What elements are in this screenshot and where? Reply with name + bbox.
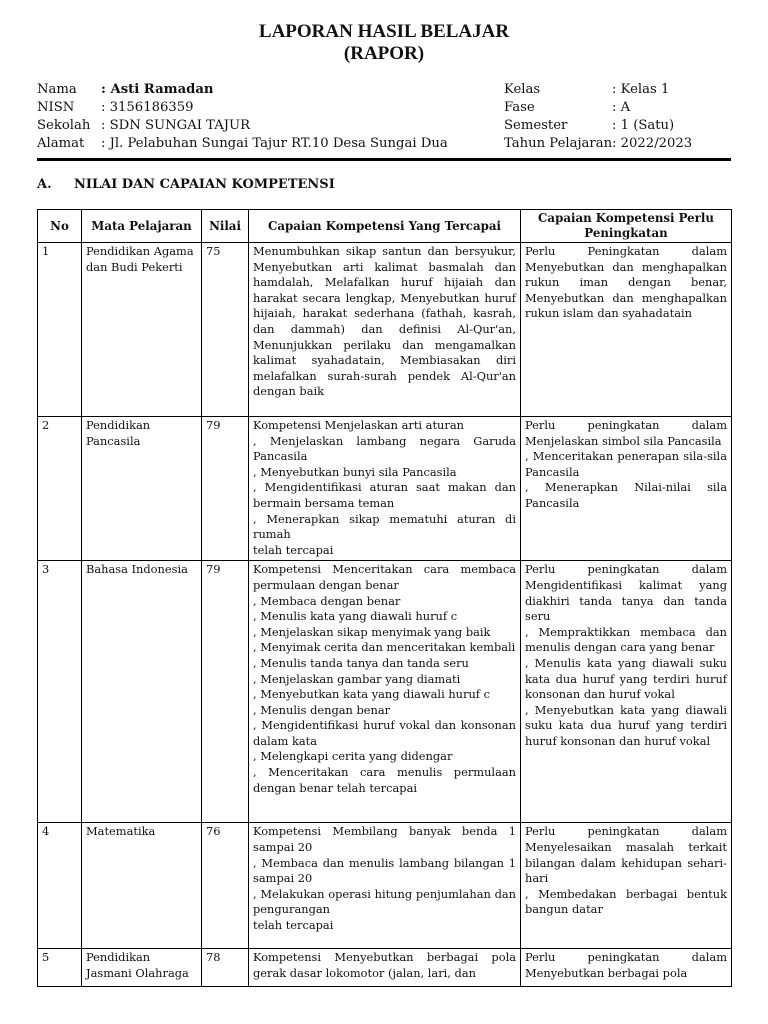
nisn-label: NISN — [37, 100, 75, 115]
row-nilai: 79 — [202, 561, 249, 823]
nama-value: : Asti Ramadan — [101, 82, 214, 97]
fase-row — [504, 99, 692, 117]
kelas-row — [504, 81, 692, 99]
peningkatan-line: , Menyebutkan kata yang diawali suku kata dua huruf yang terdiri huruf konsonan dan huruf vokal — [525, 702, 727, 748]
nisn-value: : 3156186359 — [101, 100, 194, 115]
tercapai-line: , Menceritakan cara menulis permulaan dengan benar telah tercapai — [253, 765, 516, 795]
peningkatan-line: , Menceritakan penerapan sila-sila Pancasila — [525, 449, 727, 479]
row-mapel: Pendidikan Pancasila — [82, 417, 202, 561]
tercapai-line: telah tercapai — [253, 917, 334, 932]
row-tercapai — [249, 417, 521, 561]
row-tercapai: Menumbuhkan sikap santun dan bersyukur, Menyebutkan arti kalimat basmalah dan hamdalah, Melafalkan huruf hijaiah dan harakat secara lengkap, Menyebutkan huruf hijaiah, harakat sederhana (fathah, kasrah, dan dammah) dan definisi Al-Qur'an, Menunjukkan perilaku dan mengamalkan kalimat syahadatain, Membiasakan diri melafalkan surah-surah pendek Al-Qur'an dengan baik — [249, 243, 521, 417]
table-row — [38, 561, 732, 823]
tercapai-line: Kompetensi Menceritakan cara membaca permulaan dengan benar — [253, 562, 516, 592]
peningkatan-line: , Menulis kata yang diawali suku kata dua huruf yang terdiri huruf konsonan dan huruf vokal — [525, 655, 727, 702]
tahun-row — [504, 135, 692, 153]
tercapai-line: Kompetensi Menjelaskan arti aturan — [253, 418, 464, 432]
tercapai-line: , Melengkapi cerita yang didengar — [253, 749, 453, 764]
row-peningkatan — [521, 561, 732, 823]
student-info-right — [504, 81, 692, 153]
semester-label: Semester — [504, 118, 568, 133]
tercapai-line: , Menjelaskan lambang negara Garuda Pancasila — [253, 433, 516, 464]
grades-table — [37, 209, 732, 987]
row-peningkatan: Perlu peningkatan dalam Menyebutkan berbagai pola — [521, 949, 732, 987]
header-mapel: Mata Pelajaran — [82, 210, 202, 243]
tahun-value: : 2022/2023 — [612, 136, 693, 151]
tercapai-line: , Menerapkan sikap mematuhi aturan di rumah — [253, 511, 516, 542]
alamat-label: Alamat — [37, 136, 85, 151]
header-peningkatan: Capaian Kompetensi Perlu Peningkatan — [521, 210, 732, 243]
table-row — [38, 243, 732, 417]
row-mapel: Pendidikan Agama dan Budi Pekerti — [82, 243, 202, 417]
kelas-value: : Kelas 1 — [612, 82, 670, 97]
row-peningkatan — [521, 823, 732, 949]
tercapai-line: , Menyebutkan bunyi sila Pancasila — [253, 464, 457, 479]
peningkatan-line: , Membedakan berbagai bentuk bangun datar — [525, 886, 727, 917]
tercapai-line: , Menulis kata yang diawali huruf c — [253, 609, 458, 624]
peningkatan-line: Perlu peningkatan dalam Menyelesaikan masalah terkait bilangan dalam kehidupan sehari-hari — [525, 824, 727, 886]
tercapai-line: , Menjelaskan gambar yang diamati — [253, 671, 461, 686]
row-nilai: 75 — [202, 243, 249, 417]
nama-row — [37, 81, 448, 99]
alamat-value: : Jl. Pelabuhan Sungai Tajur RT.10 Desa Sungai Dua — [101, 136, 448, 151]
sekolah-row — [37, 117, 448, 135]
peningkatan-line: Perlu peningkatan dalam Mengidentifikasi kalimat yang diakhiri tanda tanya dan tanda seru — [525, 562, 727, 624]
tercapai-line: , Membaca dan menulis lambang bilangan 1 sampai 20 — [253, 855, 516, 886]
tercapai-line: , Menyebutkan kata yang diawali huruf c — [253, 687, 491, 702]
semester-value: : 1 (Satu) — [612, 118, 675, 133]
nisn-row — [37, 99, 448, 117]
tercapai-line: , Menulis dengan benar — [253, 702, 391, 717]
row-tercapai — [249, 561, 521, 823]
tercapai-line: , Mengidentifikasi aturan saat makan dan bermain bersama teman — [253, 480, 516, 510]
row-nilai: 76 — [202, 823, 249, 949]
report-title: LAPORAN HASIL BELAJAR — [258, 21, 510, 42]
table-row — [38, 949, 732, 987]
row-peningkatan: Perlu Peningkatan dalam Menyebutkan dan menghapalkan rukun iman dengan benar, Menyebutkan dan menghapalkan rukun islam dan syahadatain — [521, 243, 732, 417]
student-info-left — [37, 81, 448, 153]
table-row — [38, 417, 732, 561]
section-heading — [37, 176, 335, 194]
tahun-label: Tahun Pelajaran — [504, 136, 613, 151]
row-nilai: 78 — [202, 949, 249, 987]
peningkatan-line: Perlu peningkatan dalam Menjelaskan simbol sila Pancasila — [525, 418, 727, 448]
peningkatan-line: , Mempraktikkan membaca dan menulis dengan cara yang benar — [525, 624, 727, 655]
row-tercapai — [249, 823, 521, 949]
row-no: 3 — [38, 561, 82, 823]
header-divider — [37, 158, 731, 161]
row-tercapai: Kompetensi Menyebutkan berbagai pola gerak dasar lokomotor (jalan, lari, dan — [249, 949, 521, 987]
sekolah-label: Sekolah — [37, 118, 91, 133]
header-tercapai: Capaian Kompetensi Yang Tercapai — [249, 210, 521, 243]
alamat-row — [37, 135, 448, 153]
tercapai-line: , Mengidentifikasi huruf vokal dan konsonan dalam kata — [253, 718, 516, 748]
tercapai-line: , Melakukan operasi hitung penjumlahan dan pengurangan — [253, 886, 516, 917]
section-letter: A. — [37, 177, 52, 192]
row-mapel: Matematika — [82, 823, 202, 949]
kelas-label: Kelas — [504, 82, 541, 97]
table-row — [38, 823, 732, 949]
row-nilai: 79 — [202, 417, 249, 561]
header-nilai: Nilai — [202, 210, 249, 243]
tercapai-line: telah tercapai — [253, 542, 334, 557]
tercapai-line: Kompetensi Membilang banyak benda 1 sampai 20 — [253, 824, 516, 854]
row-no: 5 — [38, 949, 82, 987]
table-header-row — [38, 210, 732, 243]
tercapai-line: , Menjelaskan sikap menyimak yang baik — [253, 624, 491, 639]
row-mapel: Pendidikan Jasmani Olahraga — [82, 949, 202, 987]
row-no: 2 — [38, 417, 82, 561]
row-peningkatan — [521, 417, 732, 561]
row-no: 1 — [38, 243, 82, 417]
report-subtitle: (RAPOR) — [343, 43, 425, 64]
row-no: 4 — [38, 823, 82, 949]
tercapai-line: , Menulis tanda tanya dan tanda seru — [253, 655, 469, 670]
fase-value: : A — [612, 100, 631, 115]
fase-label: Fase — [504, 100, 535, 115]
header-no: No — [38, 210, 82, 243]
nama-label: Nama — [37, 82, 77, 97]
sekolah-value: : SDN SUNGAI TAJUR — [101, 118, 251, 133]
tercapai-line: , Menyimak cerita dan menceritakan kembali — [253, 640, 516, 655]
row-mapel: Bahasa Indonesia — [82, 561, 202, 823]
peningkatan-line: , Menerapkan Nilai-nilai sila Pancasila — [525, 480, 727, 510]
semester-row — [504, 117, 692, 135]
tercapai-line: , Membaca dengan benar — [253, 593, 401, 608]
section-title: NILAI DAN CAPAIAN KOMPETENSI — [74, 177, 335, 192]
